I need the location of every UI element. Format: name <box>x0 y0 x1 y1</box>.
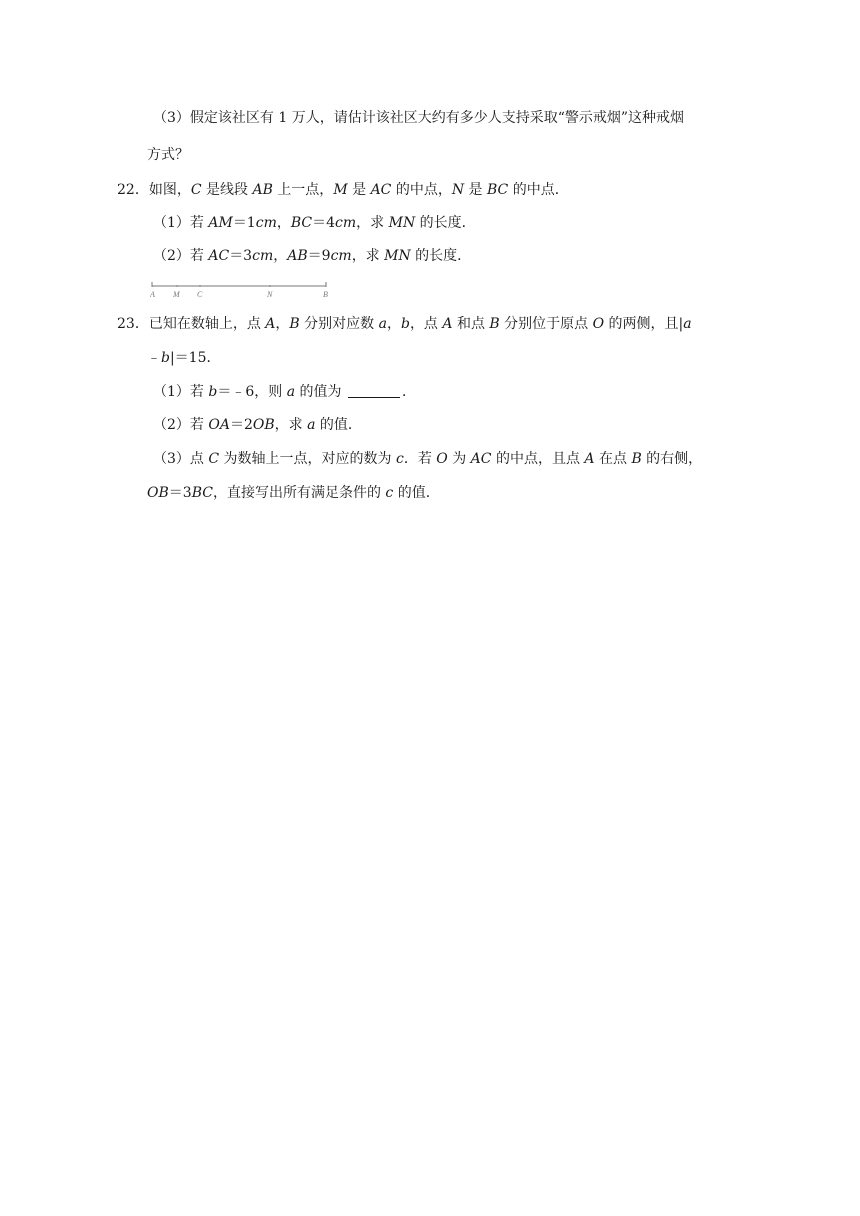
text-run: 的中点． <box>508 182 569 198</box>
math-variable: OA <box>208 417 230 433</box>
q23-part1-text <box>153 384 346 400</box>
q23-stem-line2 <box>147 348 221 368</box>
q22-part1 <box>153 213 476 233</box>
math-variable: AB <box>252 182 273 198</box>
math-variable: cm <box>255 215 277 231</box>
math-variable: b <box>400 316 410 332</box>
text-run: 如图， <box>148 182 191 198</box>
point-m <box>176 285 178 287</box>
text-run: 和点 <box>452 316 490 332</box>
label-n: N <box>267 290 273 299</box>
text-run: 的长度． <box>410 248 472 264</box>
math-variable: a <box>286 384 296 400</box>
text-run: ＝﹣6，则 <box>217 384 287 400</box>
math-variable: b <box>161 350 170 366</box>
q23-part3-line1 <box>153 449 702 469</box>
math-variable: cm <box>330 248 352 264</box>
math-variable: B <box>631 451 642 467</box>
q21-part3-line2: 方式？ <box>147 147 189 163</box>
text-run: 的值为 <box>295 384 346 400</box>
q23-number: 23． <box>117 316 149 332</box>
math-variable: AC <box>470 451 492 467</box>
q23-stem-text <box>149 316 692 332</box>
math-variable: BC <box>487 182 509 198</box>
q23-part3-line2 <box>147 483 440 503</box>
text-run: 的值． <box>393 485 440 501</box>
q22-stem-text <box>149 182 569 198</box>
point-c <box>199 285 201 287</box>
math-variable: A <box>265 316 276 332</box>
math-variable: cm <box>252 248 274 264</box>
label-m: M <box>173 290 180 299</box>
text-run: ， <box>386 316 401 332</box>
text-run: 上一点， <box>272 182 334 198</box>
q23-stem-line1 <box>117 314 692 334</box>
text-run: 的两侧，且| <box>604 316 684 332</box>
text-run: 在点 <box>594 451 632 467</box>
math-variable: A <box>584 451 595 467</box>
math-variable: AC <box>370 182 392 198</box>
text-run: ，求 <box>356 215 389 231</box>
text-run: 已知在数轴上，点 <box>148 316 266 332</box>
math-variable: MN <box>384 248 411 264</box>
q22-stem <box>117 180 569 200</box>
q23-answer-blank[interactable] <box>348 383 400 398</box>
math-variable: AC <box>208 248 230 264</box>
math-variable: M <box>333 182 348 198</box>
text-run: ， <box>276 215 291 231</box>
math-variable: C <box>208 451 220 467</box>
text-run: ＝1 <box>232 215 256 231</box>
text-run: 为数轴上一点，对应的数为 <box>219 451 396 467</box>
math-variable: O <box>592 316 605 332</box>
math-variable: BC <box>191 485 213 501</box>
text-run: ，求 <box>274 417 308 433</box>
math-variable: b <box>208 384 218 400</box>
math-variable: a <box>683 316 692 332</box>
math-variable: a <box>307 417 316 433</box>
point-n <box>269 285 271 287</box>
math-variable: C <box>190 182 202 198</box>
math-variable: MN <box>388 215 416 231</box>
text-run: 是 <box>464 182 487 198</box>
text-run: ，直接写出所有满足条件的 <box>212 485 386 501</box>
math-variable: A <box>442 316 453 332</box>
math-variable: a <box>378 316 387 332</box>
q22-number: 22． <box>117 182 149 198</box>
math-variable: cm <box>335 215 357 231</box>
text-run: 是 <box>347 182 371 198</box>
text-run: （2）若 <box>153 248 209 264</box>
q23-part2 <box>153 415 362 435</box>
text-run: 是线段 <box>201 182 253 198</box>
text-run: 分别位于原点 <box>499 316 593 332</box>
text-run: ， <box>275 316 290 332</box>
math-variable: N <box>451 182 465 198</box>
text-run: （1）若 <box>153 215 209 231</box>
q23-part1 <box>153 382 416 402</box>
text-run: ＝3 <box>229 248 253 264</box>
text-run: （1）若 <box>153 384 209 400</box>
label-c: C <box>197 290 203 299</box>
text-run: ，求 <box>351 248 385 264</box>
text-run: 为 <box>447 451 471 467</box>
math-variable: O <box>436 451 448 467</box>
math-variable: B <box>289 316 300 332</box>
q21-part3-line1: （3）假定该社区有 1 万人，请估计该社区大约有多少人支持采取“警示戒烟”这种戒烟 <box>153 110 685 126</box>
text-run: ＝3 <box>168 485 192 501</box>
text-run: 的长度． <box>415 215 476 231</box>
text-run: 的中点，且点 <box>491 451 585 467</box>
text-run: （2）若 <box>153 417 209 433</box>
text-run: 的中点， <box>391 182 452 198</box>
q22-part2 <box>153 246 471 266</box>
math-variable: OB <box>252 417 275 433</box>
q22-segment-figure <box>150 281 332 301</box>
text-run: ＝4 <box>312 215 336 231</box>
text-run: （3）点 <box>153 451 209 467</box>
text-run: 分别对应数 <box>299 316 379 332</box>
math-variable: c <box>395 451 404 467</box>
math-variable: AB <box>287 248 308 264</box>
math-variable: BC <box>290 215 313 231</box>
math-variable: AM <box>208 215 233 231</box>
math-variable: c <box>385 485 394 501</box>
text-run: ， <box>273 248 288 264</box>
label-b: B <box>323 290 328 299</box>
text-run: ，点 <box>409 316 443 332</box>
text-run: ．若 <box>403 451 437 467</box>
text-run: ＝9 <box>307 248 331 264</box>
math-variable: B <box>489 316 500 332</box>
text-run: 的右侧， <box>641 451 703 467</box>
text-run: |＝15． <box>169 350 221 366</box>
label-a: A <box>150 290 155 299</box>
q23-part1-end: ． <box>401 384 416 400</box>
text-run: ﹣ <box>147 350 161 366</box>
math-variable: OB <box>147 485 169 501</box>
text-run: 的值． <box>315 417 362 433</box>
text-run: ＝2 <box>229 417 253 433</box>
